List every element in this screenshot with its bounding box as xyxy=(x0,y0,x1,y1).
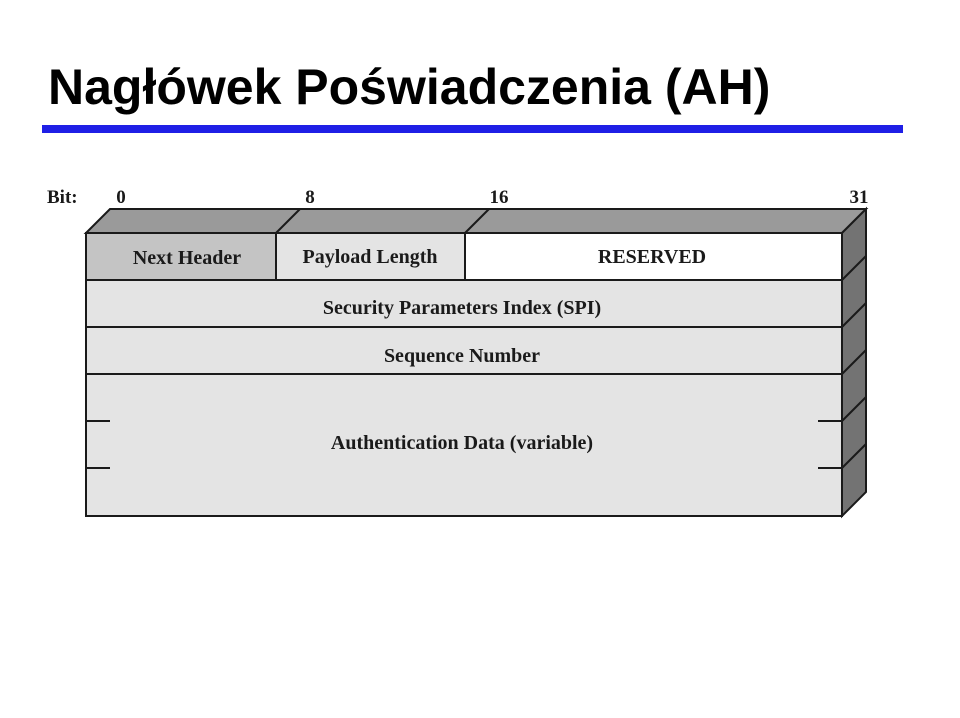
next-header-label: Next Header xyxy=(132,247,242,269)
payload-length-label: Payload Length xyxy=(302,246,438,268)
sequence-number-label: Sequence Number xyxy=(383,345,541,367)
bit-mark-31: 31 xyxy=(849,187,869,208)
bit-mark-0: 0 xyxy=(116,187,126,208)
page-title: Nagłówek Poświadczenia (AH) xyxy=(48,59,771,115)
bit-mark-16: 16 xyxy=(489,187,509,208)
spi-label: Security Parameters Index (SPI) xyxy=(322,297,602,319)
bit-mark-8: 8 xyxy=(305,187,315,208)
reserved-label: RESERVED xyxy=(597,246,707,268)
bit-label: Bit: xyxy=(47,187,78,208)
authentication-data-label: Authentication Data (variable) xyxy=(330,432,594,454)
